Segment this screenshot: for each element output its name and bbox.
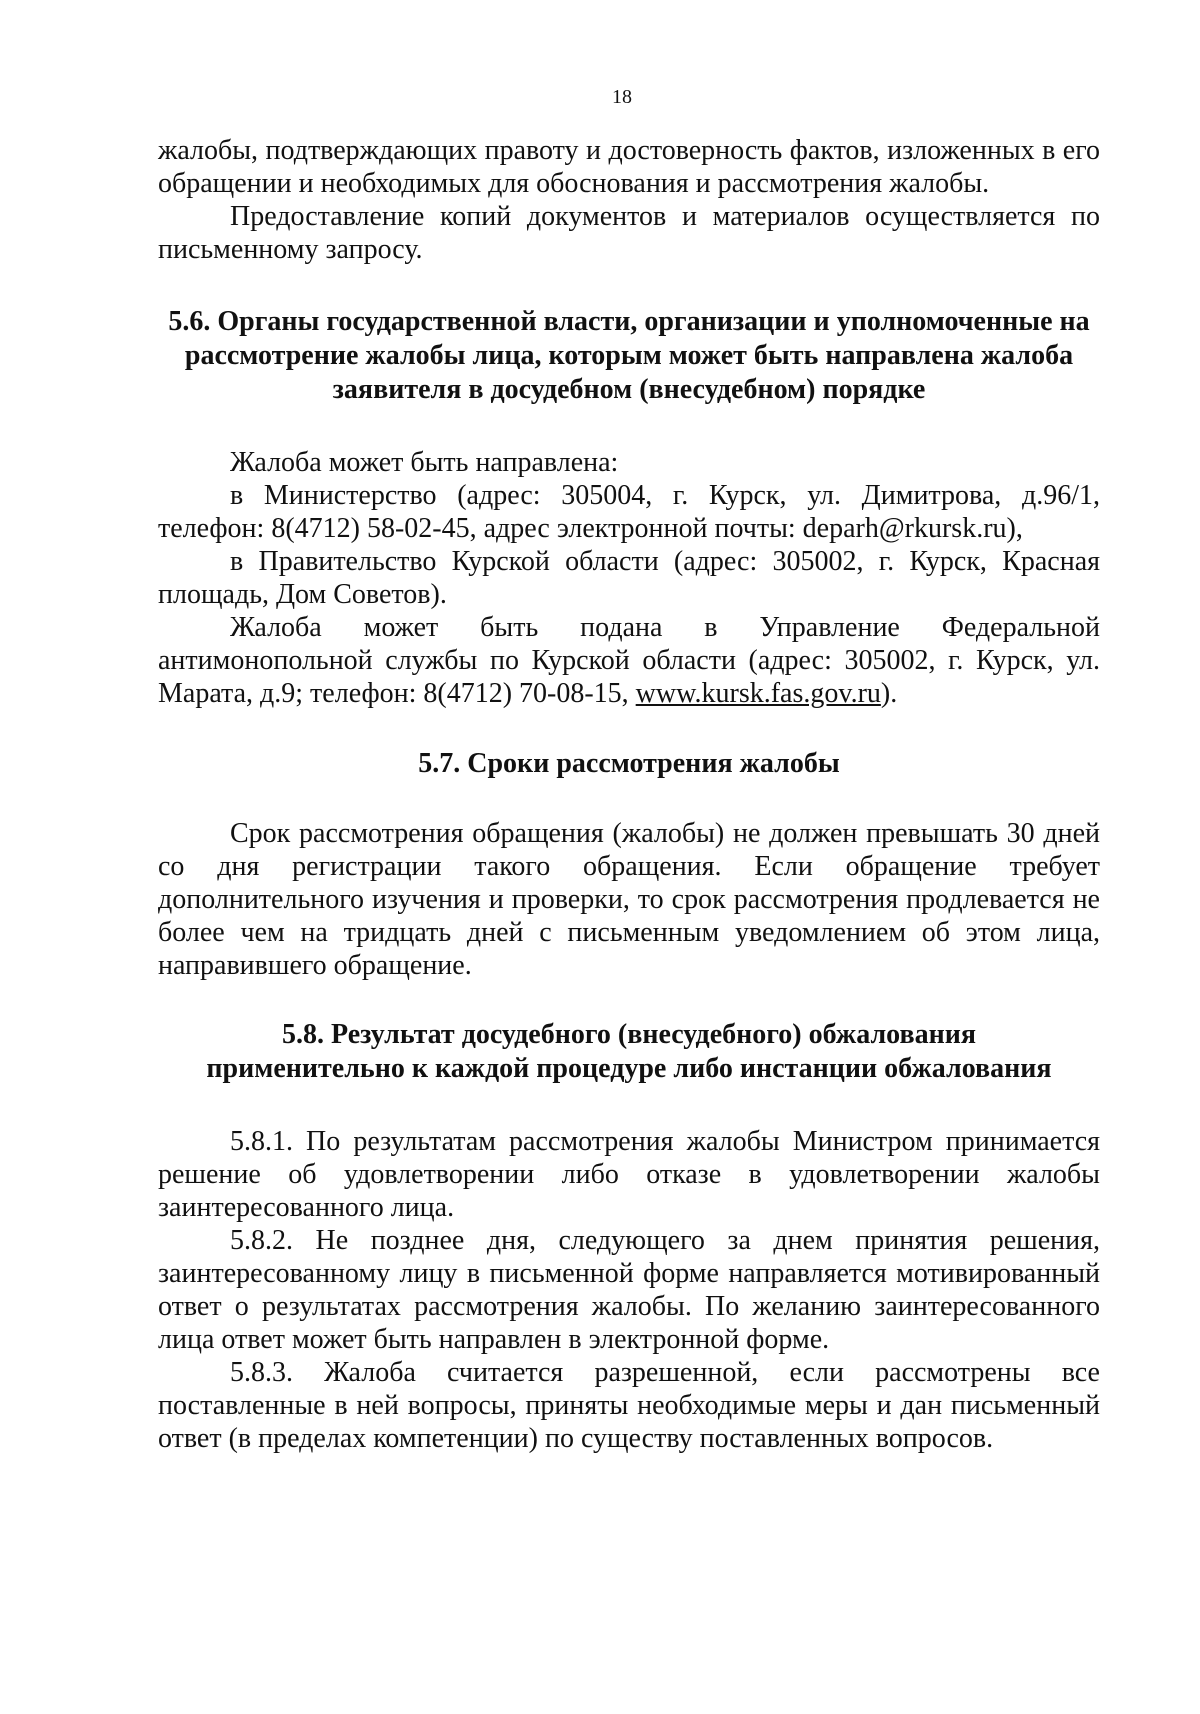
section-5-6-heading-line-2: рассмотрение жалобы лица, которым может быть направлена жалоба <box>184 340 1074 371</box>
page-number: 18 <box>612 86 632 108</box>
section-5-8-heading-line-1: 5.8. Результат досудебного (внесудебного) обжалования <box>281 1019 976 1050</box>
section-5-8-heading-line-2: применительно к каждой процедуре либо инстанции обжалования <box>206 1053 1052 1084</box>
section-5-6-paragraph-4-text: Жалоба может быть подана в Управление Федеральной антимонопольной службы по Курской области (адрес: 305002, г. Курск, ул. Марата, д.9; телефон: 8(4712) 70-08-15, <box>158 612 1100 709</box>
section-5-6-heading <box>158 305 1100 407</box>
section-5-8-heading <box>158 1018 1100 1086</box>
section-5-6-paragraph-4-end: ). <box>880 678 898 709</box>
section-5-7-paragraph-1: Срок рассмотрения обращения (жалобы) не должен превышать 30 дней со дня регистрации такого обращения. Если обращение требует дополнительного изучения и проверки, то срок рассмотрения продлевается не более чем на тридцать дней с письменным уведомлением об этом лица, направившего обращение. <box>158 818 1100 981</box>
section-5-8-paragraph-2: 5.8.2. Не позднее дня, следующего за днем принятия решения, заинтересованному лицу в письменной форме направляется мотивированный ответ о результатах рассмотрения жалобы. По желанию заинтересованного лица ответ может быть направлен в электронной форме. <box>158 1225 1100 1355</box>
section-5-6-heading-line-1: 5.6. Органы государственной власти, организации и уполномоченные на <box>168 306 1090 337</box>
document-body <box>158 134 1100 1455</box>
section-5-8-paragraph-1: 5.8.1. По результатам рассмотрения жалобы Министром принимается решение об удовлетворении либо отказе в удовлетворении жалобы заинтересованного лица. <box>158 1126 1100 1223</box>
section-5-8-paragraph-3: 5.8.3. Жалоба считается разрешенной, если рассмотрены все поставленные в ней вопросы, приняты необходимые меры и дан письменный ответ (в пределах компетенции) по существу поставленных вопросов. <box>158 1357 1100 1454</box>
section-5-7-heading: 5.7. Сроки рассмотрения жалобы <box>418 748 840 779</box>
section-5-6-heading-line-3: заявителя в досудебном (внесудебном) порядке <box>332 374 926 405</box>
intro-paragraph-1: жалобы, подтверждающих правоту и достоверность фактов, изложенных в его обращении и необходимых для обоснования и рассмотрения жалобы. <box>158 135 1100 199</box>
section-5-6-paragraph-2: в Министерство (адрес: 305004, г. Курск, ул. Димитрова, д.96/1, телефон: 8(4712) 58-02-45, адрес электронной почты: deparh@rkursk.ru), <box>158 480 1100 544</box>
section-5-6-paragraph-4 <box>158 611 1100 710</box>
intro-paragraph-2: Предоставление копий документов и материалов осуществляется по письменному запросу. <box>158 201 1100 265</box>
section-5-6-paragraph-1: Жалоба может быть направлена: <box>230 447 619 478</box>
fas-website-link[interactable]: www.kursk.fas.gov.ru <box>635 678 881 709</box>
section-5-6-paragraph-3: в Правительство Курской области (адрес: 305002, г. Курск, Красная площадь, Дом Советов). <box>158 546 1100 610</box>
